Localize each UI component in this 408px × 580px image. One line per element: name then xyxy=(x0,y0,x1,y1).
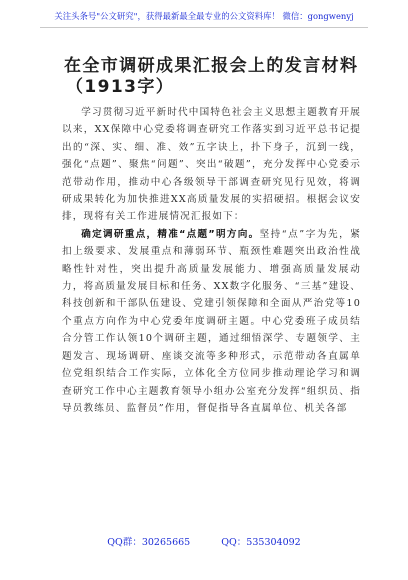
intro-paragraph: 学习贯彻习近平新时代中国特色社会主义思想主题教育开展以来，XX保障中心党委将调查研究工作落实到习近平总书记提出的“深、实、细、准、效”五字诀上，扑下身子，沉到一线，强化“点题”、聚焦“问题”、突出“破题”，充分发挥中心党委示范带动作用，推动中心各级领导干部调查研究见行见效，将调研成果转化为加快推进XX高质量发展的实招硬招。根据会议安排，现将有关工作进展情况汇报如下： xyxy=(62,107,361,223)
section-paragraph xyxy=(62,226,361,417)
contact-footer xyxy=(0,537,408,549)
document-body xyxy=(62,104,361,417)
section-heading: 确定调研重点，精准“点题”明方向。 xyxy=(81,228,260,240)
document-title xyxy=(64,56,364,98)
title-line-1: 在全市调研成果汇报会上的发言材料 xyxy=(64,56,359,76)
title-word-count: （1913字） xyxy=(66,77,175,97)
promo-header: 关注头条号"公文研究"，获得最新最全最专业的公文资料库！ 微信：gongwenyj xyxy=(40,10,368,28)
qq-group: QQ群：30265665 xyxy=(107,537,191,548)
section-text: 坚持“点”字为先，紧扣上级要求、发展重点和薄弱环节、瓶颈性难题突出政治性战略性针对性，突出提升高质量发展能力、增强高质量发展动力，将高质量发展目标和任务、XX数字化服务、“三基”建设、科技创新和干部队伍建设、党建引领保障和全面从严治党等10个重点方向作为中心党委年度调研主题。中心党委班子成员结合分管工作认领10个调研主题，通过细悟深学、专题领学、主题发言、现场调研、座谈交流等多种形式，示范带动各直属单位党组织结合工作实际，立体化全方位同步推动理论学习和调查研究工作中心主题教育领导小组办公室充分发挥“组织员、指导员教练员、监督员”作用，督促指导各直属单位、机关各部 xyxy=(62,228,361,414)
qq-number: QQ：535304092 xyxy=(221,537,301,548)
